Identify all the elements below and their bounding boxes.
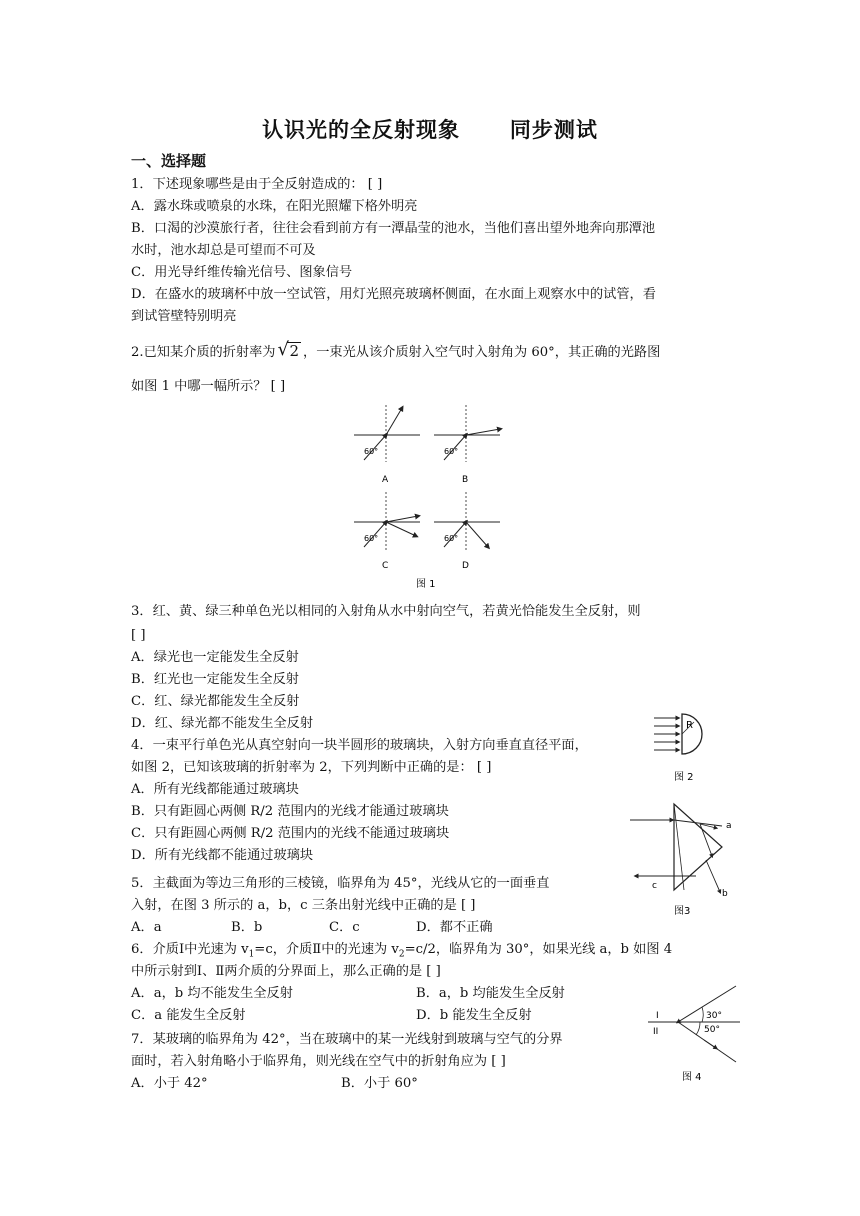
figure-2-radius-label: R <box>686 720 693 731</box>
question-6-option-c: C．a 能发生全反射 <box>131 1008 246 1023</box>
sqrt-radicand: 2 <box>289 342 300 360</box>
figure-1-caption: 图 1 <box>416 579 436 590</box>
question-2-stem <box>131 339 661 364</box>
figure-1-angle-b: 60° <box>444 447 459 456</box>
figure-3-caption: 图3 <box>674 906 691 917</box>
question-6-text-pre: 6．介质Ⅰ中光速为 v <box>131 942 249 957</box>
subscript-2: 2 <box>398 949 405 960</box>
question-3-bracket: [ ] <box>131 628 146 643</box>
diagram-d <box>434 492 500 571</box>
figure-2 <box>650 708 730 788</box>
figure-1-angle-c: 60° <box>364 534 379 543</box>
question-4-option-b: B．只有距圆心两侧 R/2 范围内的光线才能通过玻璃块 <box>131 804 449 819</box>
figure-4-angle-1: 30° <box>706 1011 722 1021</box>
question-7-stem: 7．某玻璃的临界角为 42°，当在玻璃中的某一光线射到玻璃与空气的分界 <box>131 1032 563 1047</box>
section-heading: 一、选择题 <box>131 152 207 170</box>
question-5-option-b: B．b <box>231 920 263 935</box>
question-6-text-post: =c/2，临界角为 30°，如果光线 a，b 如图 4 <box>404 942 673 957</box>
question-1-option-b: B．口渴的沙漠旅行者，往往会看到前方有一潭晶莹的池水，当他们喜出望外地奔向那潭池 <box>131 221 655 236</box>
question-5-stem: 5．主截面为等边三角形的三棱镜，临界角为 45°，光线从它的一面垂直 <box>131 876 550 891</box>
question-1-stem: 1．下述现象哪些是由于全反射造成的： [ ] <box>131 177 383 192</box>
figure-1-label-a: A <box>382 475 389 485</box>
diagram-a <box>354 405 420 485</box>
question-2-text-post: ，一束光从该介质射入空气时入射角为 60°，其正确的光路图 <box>303 345 661 360</box>
question-5-stem-cont: 入射，在图 3 所示的 a，b，c 三条出射光线中正确的是 [ ] <box>131 898 476 913</box>
figure-4-medium-1: I <box>656 1011 659 1021</box>
figure-3-ray-a: a <box>726 821 732 831</box>
figure-1-angle-d: 60° <box>444 534 459 543</box>
question-3-stem: 3．红、黄、绿三种单色光以相同的入射角从水中射向空气，若黄光恰能发生全反射，则 <box>131 604 641 619</box>
figure-1-label-d: D <box>462 561 469 571</box>
question-3-option-c: C．红、绿光都能发生全反射 <box>131 694 300 709</box>
question-7-option-b: B．小于 60° <box>341 1076 418 1091</box>
figure-1-angle-a: 60° <box>364 447 379 456</box>
question-4-stem-cont: 如图 2，已知该玻璃的折射率为 2，下列判断中正确的是： [ ] <box>131 760 492 775</box>
diagram-b <box>434 405 500 485</box>
question-5-option-d: D．都不正确 <box>416 920 493 935</box>
question-3-option-d: D．红、绿光都不能发生全反射 <box>131 716 314 731</box>
figure-2-caption: 图 2 <box>674 772 694 783</box>
page-title: 认识光的全反射现象 同步测试 <box>262 118 598 142</box>
question-4-stem: 4．一束平行单色光从真空射向一块半圆形的玻璃块，入射方向垂直直径平面， <box>131 738 588 753</box>
question-4-option-a: A．所有光线都能通过玻璃块 <box>131 782 299 797</box>
question-6-stem-cont: 中所示射到Ⅰ、Ⅱ两介质的分界面上，那么正确的是 [ ] <box>131 964 441 979</box>
question-1-option-a: A．露水珠或喷泉的水珠，在阳光照耀下格外明亮 <box>131 199 418 214</box>
figure-3 <box>626 798 736 920</box>
prism-icon <box>674 804 722 890</box>
sqrt-symbol: √ 2 <box>277 339 300 360</box>
question-1-option-d: D．在盛水的玻璃杯中放一空试管，用灯光照亮玻璃杯侧面，在水面上观察水中的试管，看 <box>131 287 656 302</box>
question-2-stem-cont: 如图 1 中哪一幅所示？ [ ] <box>131 379 286 394</box>
question-4-option-c: C．只有距圆心两侧 R/2 范围内的光线不能通过玻璃块 <box>131 826 450 841</box>
question-6-option-d: D．b 能发生全反射 <box>416 1008 532 1023</box>
figure-3-ray-b: b <box>722 889 728 899</box>
question-3-option-a: A．绿光也一定能发生全反射 <box>131 650 299 665</box>
question-6-option-a: A．a，b 均不能发生全反射 <box>131 986 293 1001</box>
question-1-option-d-cont: 到试管壁特别明亮 <box>131 309 237 324</box>
figure-3-ray-c: c <box>652 881 657 891</box>
figure-4-angle-2: 50° <box>704 1025 720 1035</box>
question-5-option-c: C．c <box>329 920 360 935</box>
diagram-c <box>354 492 420 571</box>
figure-4-caption: 图 4 <box>682 1072 702 1083</box>
figure-4 <box>644 980 744 1088</box>
figure-1-label-b: B <box>462 475 469 485</box>
question-3-option-b: B．红光也一定能发生全反射 <box>131 672 299 687</box>
question-7-stem-cont: 面时，若入射角略小于临界角，则光线在空气中的折射角应为 [ ] <box>131 1054 506 1069</box>
question-6-text-mid: =c，介质Ⅱ中的光速为 v <box>254 942 399 957</box>
question-5-option-a: A．a <box>131 920 162 935</box>
figure-1 <box>340 400 510 595</box>
question-7-option-a: A．小于 42° <box>131 1076 208 1091</box>
figure-4-medium-2: II <box>653 1027 659 1037</box>
figure-1-label-c: C <box>382 561 389 571</box>
question-1-option-b-cont: 水时，池水却总是可望而不可及 <box>131 243 316 258</box>
question-6-option-b: B．a，b 均能发生全反射 <box>416 986 565 1001</box>
question-2-text-pre: 2.已知某介质的折射率为 <box>131 345 276 360</box>
question-1-option-c: C．用光导纤维传输光信号、图象信号 <box>131 265 353 280</box>
question-4-option-d: D．所有光线都不能通过玻璃块 <box>131 848 314 863</box>
subscript-1: 1 <box>248 949 255 960</box>
